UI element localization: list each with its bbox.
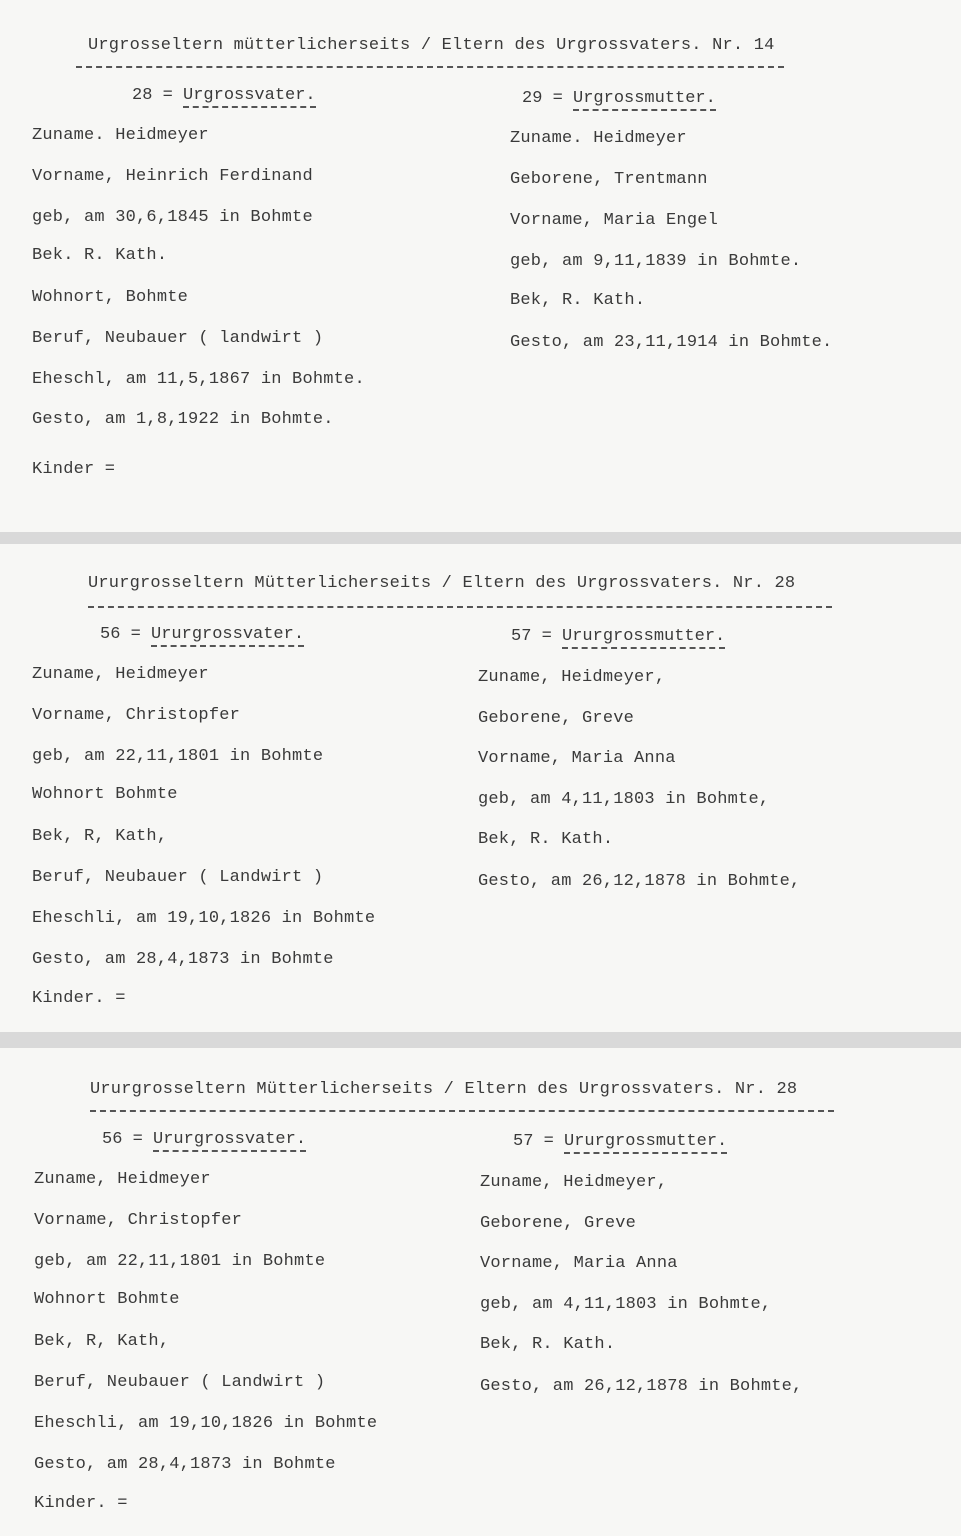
right-record-line: Vorname, Maria Anna	[480, 1254, 678, 1273]
left-record-line: Eheschli, am 19,10,1826 in Bohmte	[32, 909, 376, 928]
left-record-line: Wohnort Bohmte	[34, 1290, 180, 1309]
left-record-line: Beruf, Neubauer ( Landwirt )	[32, 868, 324, 887]
left-record-line: Vorname, Christopfer	[32, 706, 241, 725]
left-record-line: Bek. R. Kath.	[32, 246, 168, 265]
person-role: Ururgrossvater.	[153, 1130, 306, 1152]
left-record-line: Bek, R, Kath,	[32, 827, 168, 846]
right-record-line: Gesto, am 26,12,1878 in Bohmte,	[478, 872, 801, 891]
right-record-line: Vorname, Maria Engel	[510, 211, 719, 230]
left-record-line: Eheschli, am 19,10,1826 in Bohmte	[34, 1414, 378, 1433]
right-column-heading	[511, 627, 725, 646]
person-number: 56 =	[102, 1130, 143, 1149]
left-record-line: Zuname, Heidmeyer	[32, 665, 209, 684]
person-number: 57 =	[513, 1132, 554, 1151]
right-record-line: Bek, R. Kath.	[478, 830, 614, 849]
left-record-line: Vorname, Heinrich Ferdinand	[32, 167, 313, 186]
card-title: Ururgrosseltern Mütterlicherseits / Eltern des Urgrossvaters. Nr. 28	[90, 1080, 798, 1099]
person-number: 57 =	[511, 627, 552, 646]
left-record-line: Bek, R, Kath,	[34, 1332, 170, 1351]
record-card-3	[0, 1048, 961, 1536]
person-role: Urgrossvater.	[183, 86, 316, 108]
person-role: Ururgrossvater.	[151, 625, 304, 647]
person-role: Urgrossmutter.	[573, 89, 716, 111]
title-underline	[90, 1110, 834, 1112]
person-role: Ururgrossmutter.	[562, 627, 725, 649]
right-record-line: Gesto, am 23,11,1914 in Bohmte.	[510, 333, 833, 352]
title-underline	[88, 606, 832, 608]
left-record-line: geb, am 30,6,1845 in Bohmte	[32, 208, 313, 227]
right-record-line: geb, am 9,11,1839 in Bohmte.	[510, 252, 802, 271]
left-record-line: Beruf, Neubauer ( Landwirt )	[34, 1373, 326, 1392]
person-role: Ururgrossmutter.	[564, 1132, 727, 1154]
left-record-line: Kinder. =	[34, 1494, 128, 1513]
right-record-line: geb, am 4,11,1803 in Bohmte,	[478, 790, 770, 809]
left-record-line: Wohnort Bohmte	[32, 785, 178, 804]
left-record-line: Kinder. =	[32, 989, 126, 1008]
left-record-line: geb, am 22,11,1801 in Bohmte	[32, 747, 324, 766]
right-record-line: Geborene, Trentmann	[510, 170, 708, 189]
person-number: 29 =	[522, 89, 563, 108]
right-record-line: Geborene, Greve	[478, 709, 635, 728]
right-record-line: Bek, R. Kath.	[510, 291, 646, 310]
person-number: 28 =	[132, 86, 173, 105]
right-record-line: Bek, R. Kath.	[480, 1335, 616, 1354]
right-record-line: Geborene, Greve	[480, 1214, 637, 1233]
left-record-line: Kinder =	[32, 460, 116, 479]
left-record-line: Gesto, am 28,4,1873 in Bohmte	[34, 1455, 336, 1474]
right-record-line: geb, am 4,11,1803 in Bohmte,	[480, 1295, 772, 1314]
card-title: Urgrosseltern mütterlicherseits / Eltern des Urgrossvaters. Nr. 14	[88, 36, 775, 55]
right-record-line: Vorname, Maria Anna	[478, 749, 676, 768]
left-record-line: Gesto, am 28,4,1873 in Bohmte	[32, 950, 334, 969]
left-column-heading	[132, 86, 316, 105]
card-title: Ururgrosseltern Mütterlicherseits / Eltern des Urgrossvaters. Nr. 28	[88, 574, 796, 593]
right-record-line: Zuname, Heidmeyer,	[478, 668, 666, 687]
left-record-line: Zuname, Heidmeyer	[34, 1170, 211, 1189]
record-card-1	[0, 0, 961, 532]
right-record-line: Gesto, am 26,12,1878 in Bohmte,	[480, 1377, 803, 1396]
left-record-line: geb, am 22,11,1801 in Bohmte	[34, 1252, 326, 1271]
title-underline	[76, 66, 784, 68]
right-record-line: Zuname. Heidmeyer	[510, 129, 687, 148]
left-column-heading	[102, 1130, 306, 1149]
left-record-line: Gesto, am 1,8,1922 in Bohmte.	[32, 410, 334, 429]
left-record-line: Wohnort, Bohmte	[32, 288, 189, 307]
person-number: 56 =	[100, 625, 141, 644]
right-column-heading	[522, 89, 716, 108]
left-record-line: Zuname. Heidmeyer	[32, 126, 209, 145]
left-record-line: Beruf, Neubauer ( landwirt )	[32, 329, 324, 348]
right-record-line: Zuname, Heidmeyer,	[480, 1173, 668, 1192]
record-card-2	[0, 544, 961, 1032]
right-column-heading	[513, 1132, 727, 1151]
left-column-heading	[100, 625, 304, 644]
left-record-line: Eheschl, am 11,5,1867 in Bohmte.	[32, 370, 365, 389]
left-record-line: Vorname, Christopfer	[34, 1211, 243, 1230]
